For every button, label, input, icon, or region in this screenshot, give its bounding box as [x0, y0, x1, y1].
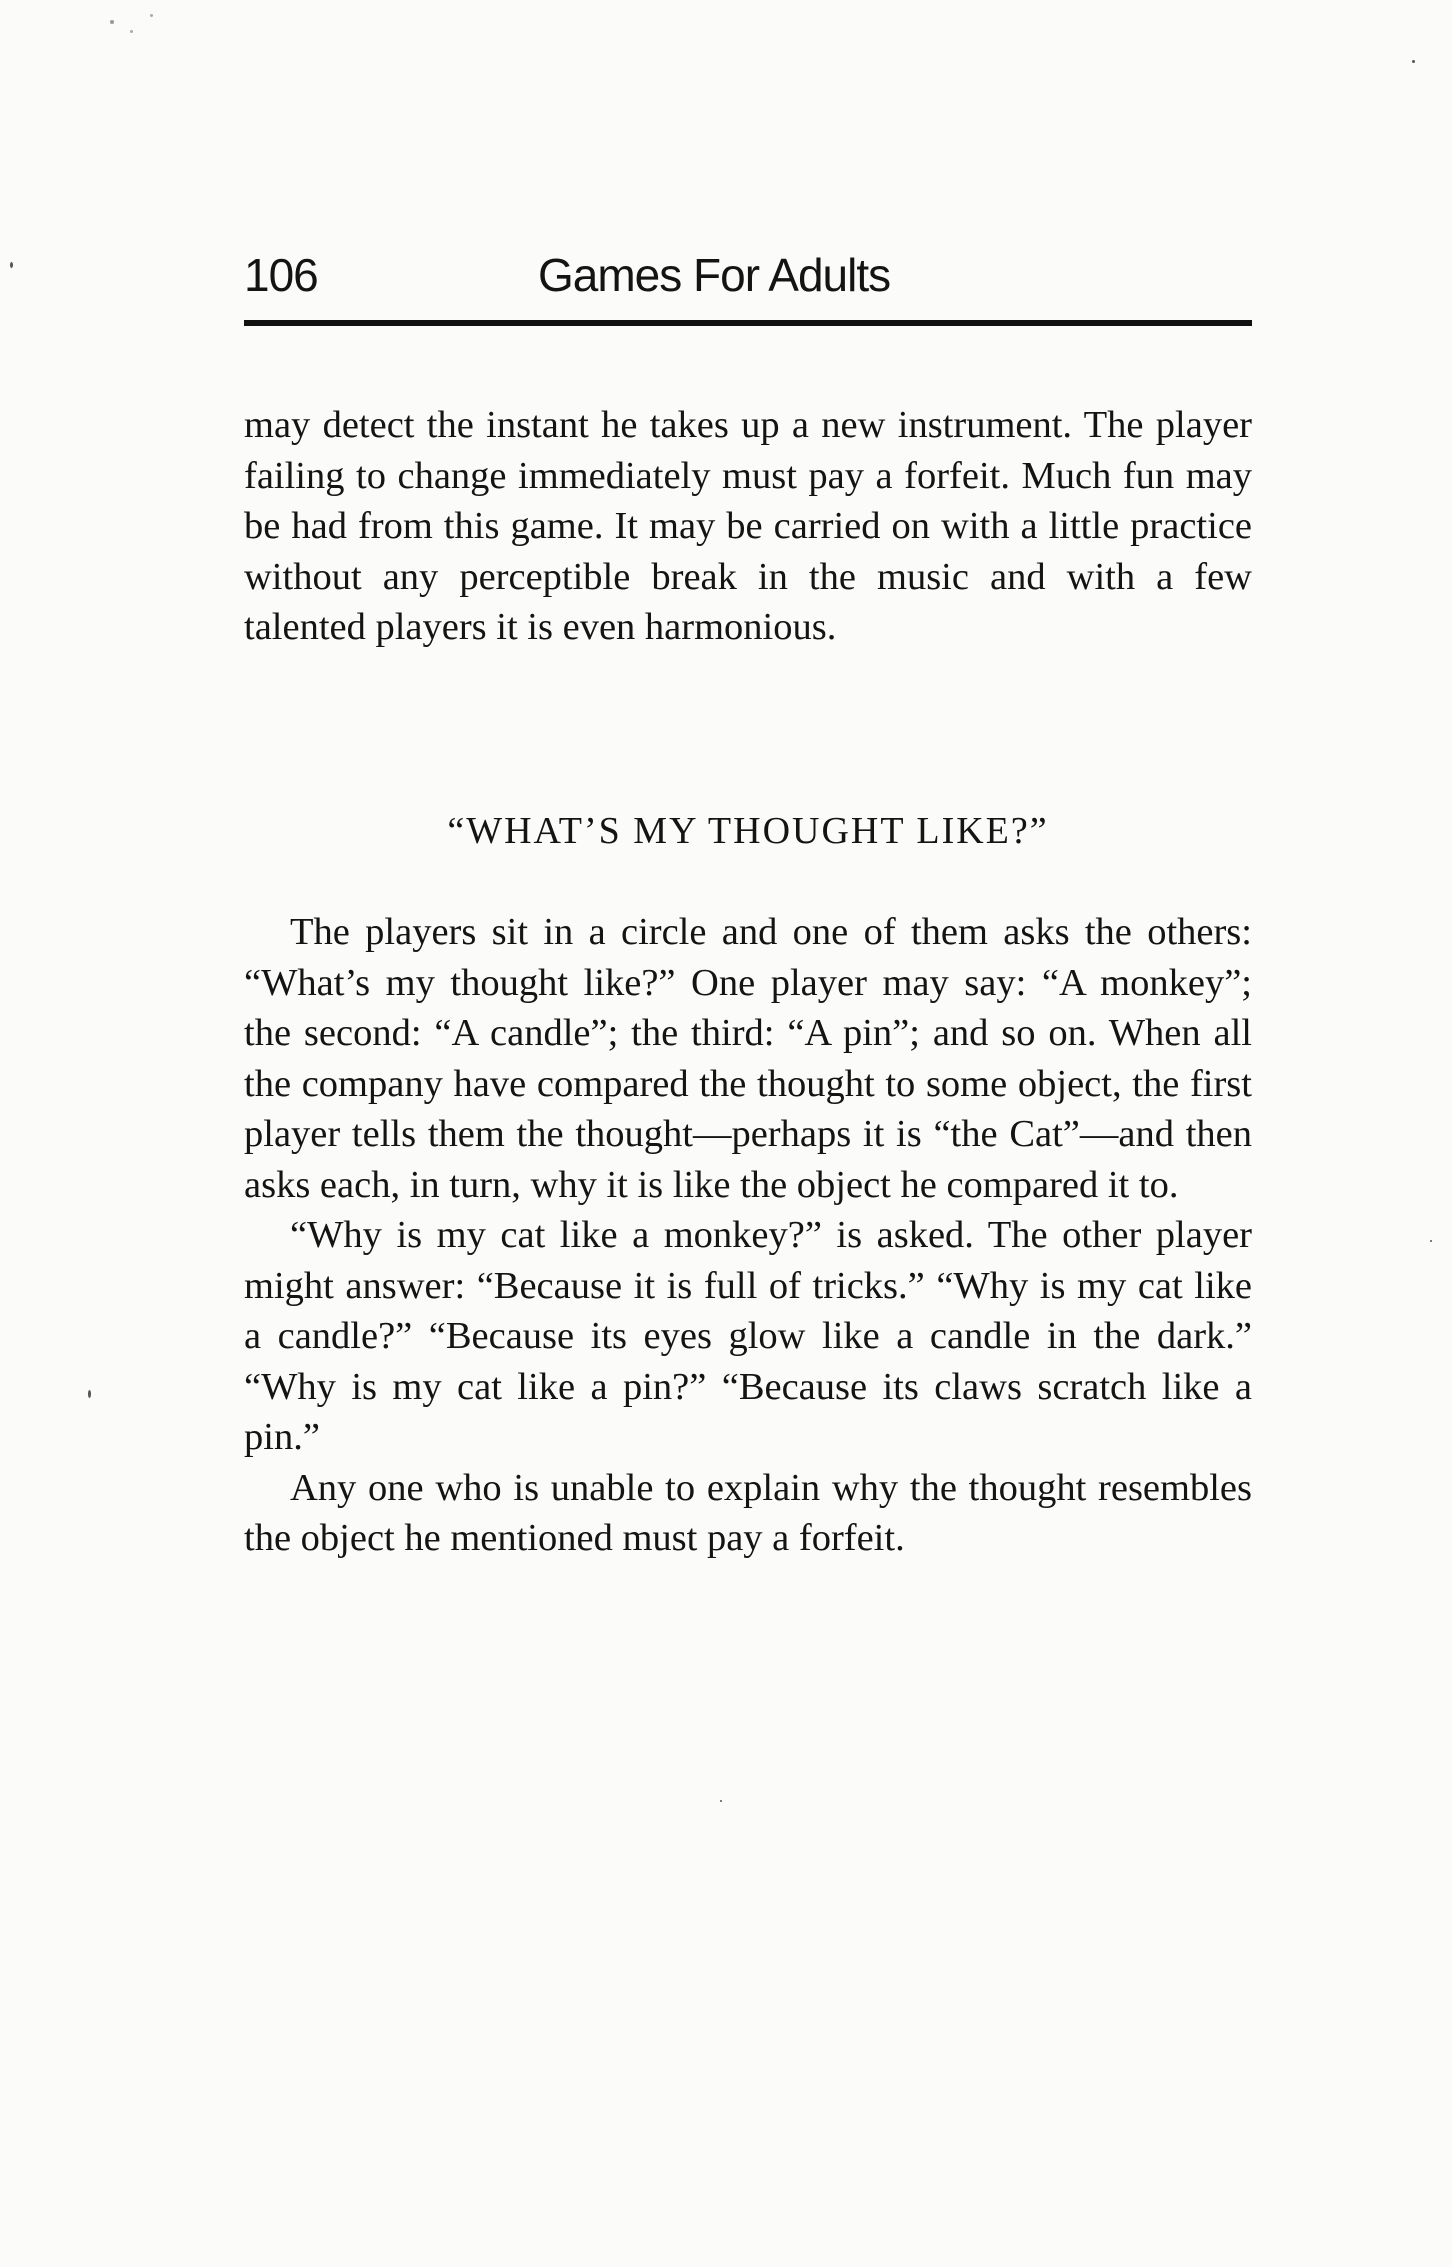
running-title: Games For Adults	[538, 249, 891, 301]
paragraph: may detect the instant he takes up a new instrument. The player failing to change immediately must pay a forfeit. Much fun may be had from this game. It may be carried on with a little practice without any perceptible break in the music and with a few talented players it is even harmonious.	[244, 404, 1252, 648]
page-number: 106	[244, 249, 318, 301]
paper-speck	[1412, 60, 1415, 63]
paper-speck	[10, 262, 13, 268]
continuation-paragraph	[244, 400, 1252, 653]
paper-speck	[1430, 1240, 1432, 1242]
page-header	[244, 250, 1252, 312]
paper-speck	[110, 20, 114, 24]
paper-speck	[130, 30, 133, 33]
paragraph: Any one who is unable to explain why the thought resembles the object he mentioned must pay a forfeit.	[244, 1466, 1252, 1559]
paper-speck	[720, 1800, 722, 1802]
paper-speck	[88, 1390, 91, 1398]
header-rule	[244, 320, 1252, 326]
section-title: “WHAT’S MY THOUGHT LIKE?”	[447, 810, 1049, 852]
paragraph: “Why is my cat like a monkey?” is asked. The other player might answer: “Because it is full of tricks.” “Why is my cat like a candle?” “Because its eyes glow like a candle in the dark.” “Why is my cat like a pin?” “Because its claws scratch like a pin.”	[244, 1214, 1252, 1458]
paper-speck	[150, 14, 153, 17]
paragraph: The players sit in a circle and one of them asks the others: “What’s my thought like?” One player may say: “A monkey”; the second: “A candle”; the third: “A pin”; and so on. When all the company have compared the thought to some object, the first player tells them the thought—perhaps it is “the Cat”—and then asks each, in turn, why it is like the object he compared it to.	[244, 911, 1252, 1206]
section-body	[244, 907, 1252, 1564]
